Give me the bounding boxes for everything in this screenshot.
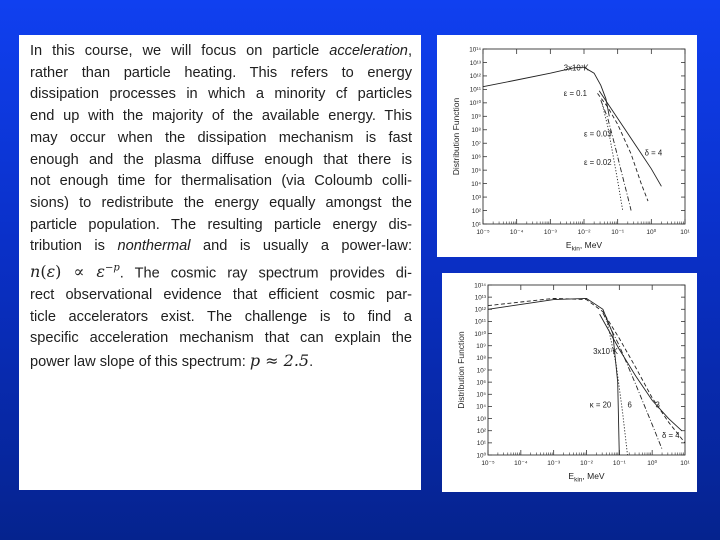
line-text: In this course, we will focus on particle <box>30 43 330 59</box>
emphasis-text: nonthermal <box>117 238 191 255</box>
y-tick-label: 10² <box>471 207 481 215</box>
line-text: dissipation processes in which a minority cf particles <box>30 86 412 103</box>
y-axis-label: Distribution Function <box>451 97 461 176</box>
y-tick-label: 10² <box>476 428 486 436</box>
y-tick-label: 10⁰ <box>476 452 486 460</box>
formula-exponent: −p <box>104 263 120 275</box>
x-tick-label: 10⁻³ <box>543 229 557 236</box>
y-tick-label: 10⁷ <box>471 140 481 148</box>
emphasis-text: acceleration <box>329 43 408 59</box>
x-tick-label: 10⁻¹ <box>612 460 626 467</box>
series-line--0-03 <box>601 100 631 210</box>
y-tick-label: 10⁴ <box>476 403 486 411</box>
y-tick-label: 10¹⁰ <box>469 100 481 108</box>
x-axis-label-unit: , MeV <box>582 471 605 481</box>
plot-annotation: 3 <box>655 400 660 410</box>
text-line <box>30 150 412 172</box>
y-tick-label: 10¹² <box>474 306 486 314</box>
y-tick-label: 10⁴ <box>471 180 481 188</box>
y-tick-label: 10⁹ <box>476 343 486 351</box>
plot-frame <box>488 285 685 455</box>
line-text: enough and the plasma diffuse enough that there is <box>30 151 412 168</box>
plot-annotation: δ = 4 <box>644 148 663 158</box>
line-text: , <box>407 43 412 59</box>
plot-annotation: κ = 20 <box>589 400 612 410</box>
series-line--3 <box>488 298 685 443</box>
series-line--0-1 <box>598 93 649 201</box>
text-line <box>30 193 412 215</box>
x-tick-label: 10⁻² <box>577 229 591 236</box>
line-text: may occur when the dissipation mechanism is fast <box>30 129 412 146</box>
line-text: power law slope of this spectrum: <box>30 354 250 371</box>
x-axis-label-main: E <box>565 240 572 250</box>
plot-kappa-distribution <box>442 273 697 492</box>
y-tick-label: 10⁸ <box>471 127 481 135</box>
y-tick-label: 10¹³ <box>474 294 486 302</box>
line-text: particle population. The resulting particle energy dis- <box>30 216 412 233</box>
y-tick-label: 10¹ <box>471 221 481 229</box>
slope-formula: p ≈ 2.5 <box>249 351 310 371</box>
formula-eps: ε <box>46 262 56 282</box>
line-text: sions) to redistribute the energy equally amongst the <box>30 194 412 211</box>
series-line--20 <box>606 318 627 455</box>
y-tick-label: 10⁶ <box>476 379 486 387</box>
x-axis-label-sub: kin <box>571 245 580 253</box>
text-panel <box>19 35 421 490</box>
y-tick-label: 10¹⁴ <box>469 46 481 54</box>
x-tick-label: 10¹ <box>680 460 690 467</box>
text-line <box>30 171 412 193</box>
line-text: rect observational evidence that efficient cosmic par- <box>30 287 412 304</box>
text-line <box>30 236 412 258</box>
line-text: specific acceleration mechanism that can explain the <box>30 330 412 347</box>
text-line <box>30 285 412 307</box>
line-text: end up with the majority of the available energy. This <box>30 108 412 125</box>
y-tick-label: 10¹⁴ <box>474 282 486 290</box>
plot-annotation: 3x10⁷K <box>593 347 619 357</box>
y-axis-label: Distribution Function <box>456 331 466 409</box>
formula-prop: ∝ <box>73 262 97 282</box>
line-text: not enough time for thermalisation (via Coloumb colli- <box>30 173 412 190</box>
plot-thermal-power-law <box>437 35 697 257</box>
y-tick-label: 10¹² <box>469 73 481 81</box>
plot-annotation: ε = 0.03 <box>584 129 612 139</box>
line-text: ticle accelerators exist. The challenge is to find a <box>30 308 412 325</box>
power-law-formula <box>30 262 120 281</box>
series-line-thermal <box>488 298 619 455</box>
line-text: rather than particle heating. This refers to energy <box>30 64 412 81</box>
text-line-last <box>30 350 412 374</box>
y-tick-label: 10¹¹ <box>469 86 481 94</box>
y-tick-label: 10⁵ <box>471 167 481 175</box>
plot-annotation: δ = 4 <box>662 431 680 440</box>
text-line <box>30 41 412 63</box>
formula-paren: ( <box>40 262 47 282</box>
text-line <box>30 128 412 150</box>
y-tick-label: 10⁶ <box>471 153 481 161</box>
line-text: . <box>309 354 314 371</box>
series-line--4 <box>599 91 661 187</box>
x-tick-label: 10⁻⁴ <box>509 229 524 236</box>
x-tick-label: 10⁰ <box>647 460 658 467</box>
line-text: tribution is <box>30 238 118 255</box>
text-line <box>30 106 412 128</box>
y-tick-label: 10⁹ <box>471 113 481 121</box>
y-tick-label: 10⁵ <box>476 391 486 399</box>
x-axis-label-main: E <box>568 471 575 481</box>
formula-line <box>30 258 412 285</box>
line-text: and is usually a power-law: <box>190 238 412 255</box>
plot-annotation: 6 <box>627 400 632 410</box>
x-axis-label-sub: kin <box>574 476 583 484</box>
x-tick-label: 10⁻⁴ <box>514 460 528 467</box>
text-line <box>30 84 412 106</box>
y-tick-label: 10¹⁰ <box>474 330 486 338</box>
text-line <box>30 328 412 350</box>
y-tick-label: 10³ <box>476 415 486 423</box>
x-tick-label: 10⁻² <box>580 460 593 467</box>
plot-annotation: ε = 0.1 <box>563 89 588 99</box>
x-axis-label <box>566 240 603 253</box>
text-line <box>30 307 412 329</box>
y-tick-label: 10³ <box>471 194 481 202</box>
x-axis-label <box>568 471 605 484</box>
x-tick-label: 10¹ <box>680 229 690 236</box>
y-tick-label: 10¹ <box>476 440 486 448</box>
x-tick-label: 10⁻⁵ <box>481 460 495 467</box>
y-tick-label: 10¹³ <box>469 59 481 67</box>
x-tick-label: 10⁻¹ <box>611 229 625 236</box>
line-text: . The cosmic ray spectrum provides di- <box>119 265 412 282</box>
plot-annotation: ε = 0.02 <box>584 157 612 167</box>
x-tick-label: 10⁰ <box>646 229 657 236</box>
text-line <box>30 215 412 237</box>
formula-n: n <box>30 262 41 282</box>
y-tick-label: 10¹¹ <box>474 318 486 326</box>
x-tick-label: 10⁻⁵ <box>476 229 490 236</box>
x-axis-label-unit: , MeV <box>579 240 603 250</box>
plot-2-svg <box>442 273 697 492</box>
text-line <box>30 63 412 85</box>
plot-1-svg <box>437 35 697 257</box>
body-paragraph <box>30 41 412 374</box>
series-line-thermal <box>483 67 609 116</box>
series-line--6 <box>603 313 662 449</box>
formula-eps: ε <box>96 262 105 282</box>
x-tick-label: 10⁻³ <box>547 460 561 467</box>
y-tick-label: 10⁸ <box>476 355 486 363</box>
plot-annotation: 3x10⁷K <box>563 63 589 73</box>
formula-paren: ) <box>55 262 74 282</box>
y-tick-label: 10⁷ <box>476 367 486 375</box>
